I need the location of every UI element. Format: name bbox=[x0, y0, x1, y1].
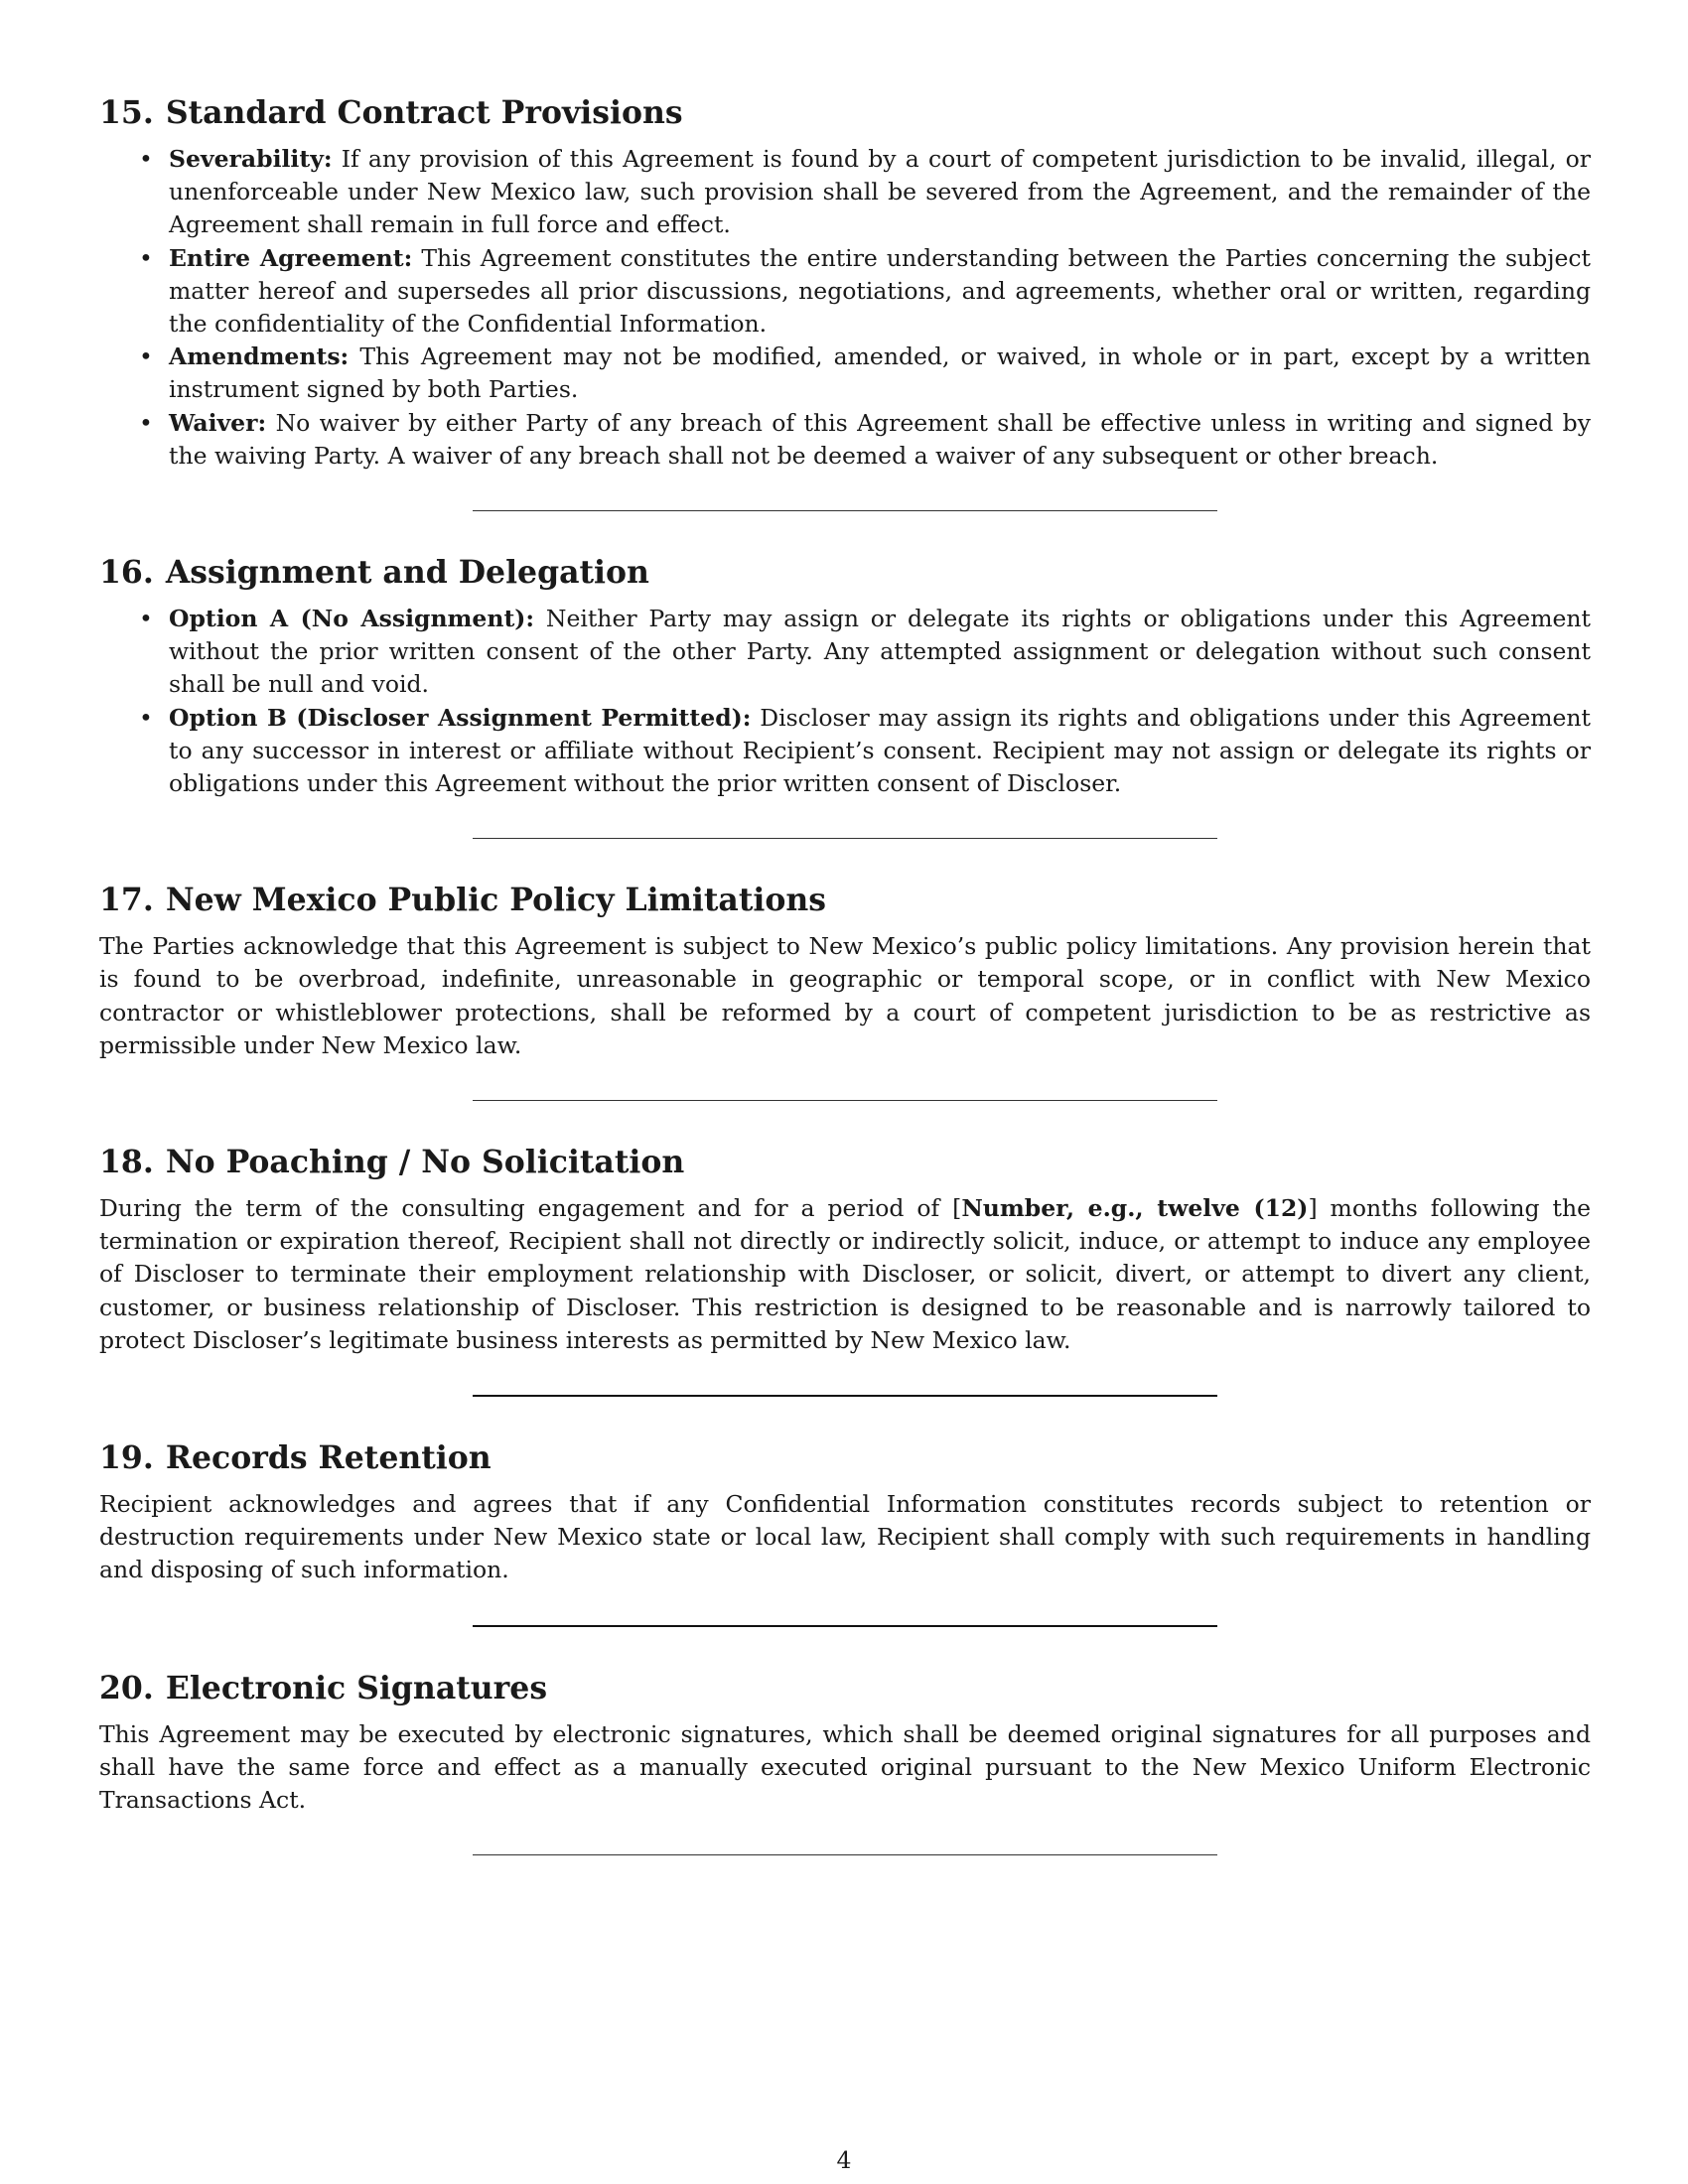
bullet-icon: • bbox=[139, 703, 153, 732]
section-number: 19. bbox=[99, 1439, 154, 1477]
section-body: The Parties acknowledge that this Agreement is subject to New Mexico’s public policy limitations. Any provision herein that is found to be overbroad, indefinite, unreasonable in geographic or temporal scope, or in conflict with New Mexico contractor or whistleblower protections, shall be reformed by a court of competent jurisdiction to be as restrictive as permissible under New Mexico law. bbox=[99, 932, 1591, 1059]
item-label: Entire Agreement: bbox=[169, 243, 413, 272]
section-number: 20. bbox=[99, 1669, 154, 1706]
body-text-after: ] months following the termination or expiration thereof, Recipient shall not directly or indirectly solicit, induce, or attempt to induce any employee of Discloser to terminate their employment relationship with Discloser, or solicit, divert, or attempt to divert any client, customer, or business relationship of Discloser. This restriction is designed to be reasonable and is narrowly tailored to protect Discloser’s legitimate business interests as permitted by New Mexico law. bbox=[99, 1194, 1591, 1354]
item-text: Neither Party may assign or delegate its rights or obligations under this Agreement without the prior written consent of the other Party. Any attempted assignment or delegation without such consent shall be null and void. bbox=[169, 605, 1591, 699]
section-heading bbox=[99, 879, 1591, 922]
item-text: This Agreement may not be modified, amended, or waived, in whole or in part, except by a written instrument signed by both Parties. bbox=[169, 342, 1591, 404]
document-page bbox=[99, 91, 1591, 1895]
section-16 bbox=[99, 551, 1591, 800]
list-item bbox=[139, 407, 1591, 473]
item-text: This Agreement constitutes the entire understanding between the Parties concerning the subject matter hereof and supersedes all prior discussions, negotiations, and agreements, whether oral or written, regarding the confidentiality of the Confidential Information. bbox=[169, 243, 1591, 339]
section-divider bbox=[473, 1854, 1217, 1855]
section-15 bbox=[99, 91, 1591, 473]
option-list bbox=[99, 603, 1591, 800]
section-18 bbox=[99, 1141, 1591, 1357]
section-title: Records Retention bbox=[165, 1439, 492, 1477]
item-label: Severability: bbox=[169, 145, 333, 173]
section-divider bbox=[473, 1100, 1217, 1101]
section-number: 15. bbox=[99, 94, 154, 131]
section-title: Assignment and Delegation bbox=[165, 554, 649, 592]
bullet-icon: • bbox=[139, 605, 153, 633]
section-title: New Mexico Public Policy Limitations bbox=[165, 882, 827, 919]
list-item bbox=[139, 702, 1591, 801]
section-heading bbox=[99, 91, 1591, 135]
list-item bbox=[139, 341, 1591, 406]
section-heading bbox=[99, 1141, 1591, 1184]
section-number: 18. bbox=[99, 1144, 154, 1181]
item-label: Option B (Discloser Assignment Permitted): bbox=[169, 703, 752, 732]
item-label: Option A (No Assignment): bbox=[169, 605, 535, 633]
section-body bbox=[99, 1192, 1591, 1357]
bullet-icon: • bbox=[139, 145, 153, 173]
section-heading bbox=[99, 551, 1591, 595]
bullet-icon: • bbox=[139, 408, 153, 437]
item-text: No waiver by either Party of any breach of this Agreement shall be effective unless in writing and signed by the waiving Party. A waiver of any breach shall not be deemed a waiver of any subsequent or other breach. bbox=[169, 408, 1591, 470]
section-title: No Poaching / No Solicitation bbox=[165, 1144, 685, 1181]
item-label: Amendments: bbox=[169, 342, 350, 371]
section-20 bbox=[99, 1667, 1591, 1818]
section-heading bbox=[99, 1667, 1591, 1710]
placeholder-term: Number, e.g., twelve (12) bbox=[961, 1194, 1309, 1223]
item-text: Discloser may assign its rights and obligations under this Agreement to any successor in interest or affiliate without Recipient’s consent. Recipient may not assign or delegate its rights or obligations under this Agreement without the prior written consent of Discloser. bbox=[169, 703, 1591, 798]
section-title: Standard Contract Provisions bbox=[165, 94, 683, 131]
bullet-icon: • bbox=[139, 342, 153, 371]
section-divider bbox=[473, 1625, 1217, 1627]
item-text: If any provision of this Agreement is found by a court of competent jurisdiction to be invalid, illegal, or unenforceable under New Mexico law, such provision shall be severed from the Agreement, and the remainder of the Agreement shall remain in full force and effect. bbox=[169, 145, 1591, 239]
section-divider bbox=[473, 510, 1217, 511]
list-item bbox=[139, 143, 1591, 242]
section-body: Recipient acknowledges and agrees that if any Confidential Information constitutes records subject to retention or destruction requirements under New Mexico state or local law, Recipient shall comply with such requirements in handling and disposing of such information. bbox=[99, 1490, 1591, 1584]
section-title: Electronic Signatures bbox=[165, 1669, 548, 1706]
section-body: This Agreement may be executed by electronic signatures, which shall be deemed original signatures for all purposes and shall have the same force and effect as a manually executed original pursuant to the New Mexico Uniform Electronic Transactions Act. bbox=[99, 1719, 1591, 1815]
list-item bbox=[139, 603, 1591, 702]
section-19 bbox=[99, 1436, 1591, 1587]
page-number: 4 bbox=[836, 2146, 852, 2174]
section-divider bbox=[473, 1395, 1217, 1397]
section-number: 16. bbox=[99, 554, 154, 592]
list-item bbox=[139, 242, 1591, 341]
section-number: 17. bbox=[99, 882, 154, 919]
section-divider bbox=[473, 838, 1217, 839]
item-label: Waiver: bbox=[169, 408, 267, 437]
section-17 bbox=[99, 879, 1591, 1062]
section-heading bbox=[99, 1436, 1591, 1480]
bullet-icon: • bbox=[139, 243, 153, 272]
provision-list bbox=[99, 143, 1591, 473]
body-text-before: During the term of the consulting engagement and for a period of [ bbox=[99, 1194, 962, 1223]
